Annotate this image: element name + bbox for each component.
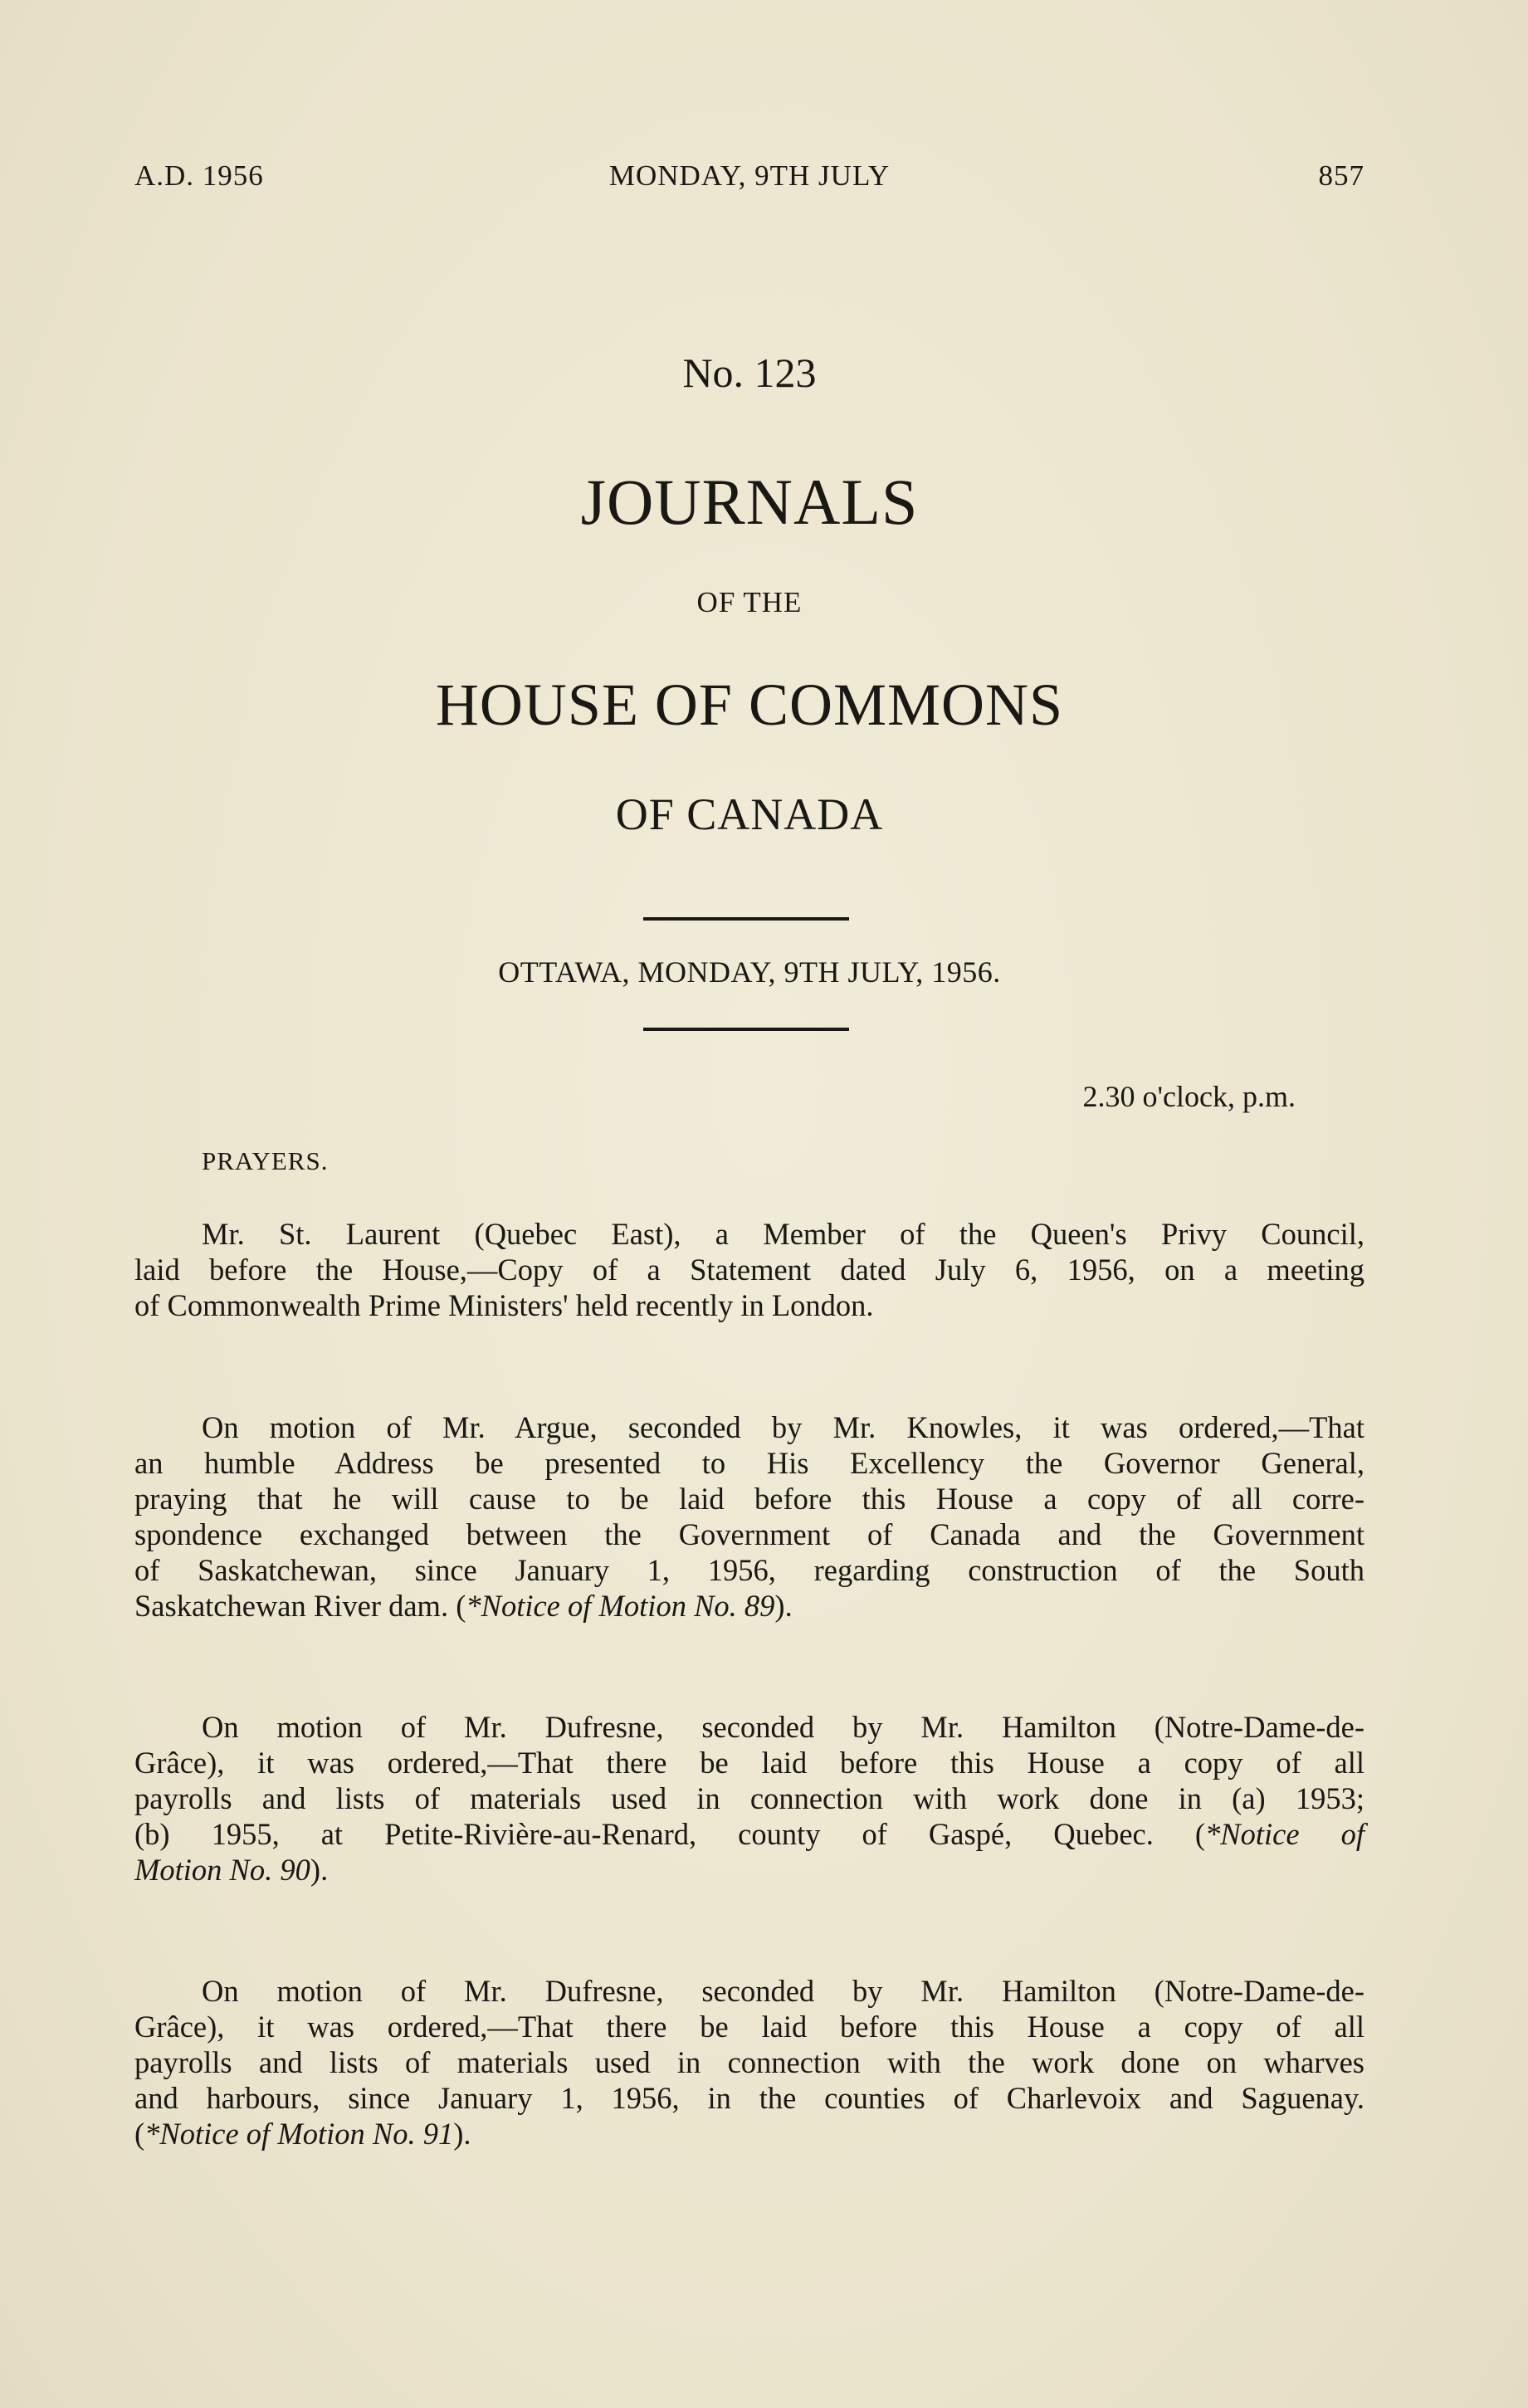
paragraph-line: an humble Address be presented to His Excellency the Governor General, <box>134 1446 1364 1480</box>
paragraph-line: and harbours, since January 1, 1956, in the counties of Charlevoix and Saguenay. <box>134 2081 1364 2115</box>
paragraph-line: Grâce), it was ordered,—That there be laid before this House a copy of all <box>134 1746 1364 1780</box>
paragraph-text: ). <box>774 1589 793 1623</box>
running-head-year: A.D. 1956 <box>134 159 264 192</box>
divider-rule-top <box>643 917 849 921</box>
prayers-heading: PRAYERS. <box>202 1146 329 1175</box>
paragraph-motion-90 <box>134 1709 1364 1888</box>
paragraph-motion-89 <box>134 1409 1364 1624</box>
paragraph-motion-91 <box>134 1973 1364 2152</box>
paragraph-line: payrolls and lists of materials used in connection with the work done on wharves <box>134 2045 1364 2079</box>
paragraph-text: ). <box>310 1853 329 1887</box>
journal-number: No. 123 <box>682 349 817 396</box>
paragraph-line: Grâce), it was ordered,—That there be laid before this House a copy of all <box>134 2010 1364 2044</box>
notice-of-motion-ref: *Notice of Motion No. 89 <box>466 1589 775 1623</box>
house-of-commons-title: HOUSE OF COMMONS <box>435 672 1064 738</box>
paragraph-line: of Commonwealth Prime Ministers' held recently in London. <box>134 1288 874 1322</box>
page-number: 857 <box>1318 159 1364 192</box>
paragraph-text: Saskatchewan River dam. ( <box>134 1589 466 1623</box>
notice-of-motion-ref: *Notice of Motion No. 91 <box>144 2117 454 2151</box>
paragraph-privy-council-statement <box>134 1216 1364 1323</box>
notice-of-motion-ref: Motion No. 90 <box>134 1853 310 1887</box>
paragraph-line: praying that he will cause to be laid before this House a copy of all corre- <box>134 1482 1364 1516</box>
paragraph-line <box>134 2116 1364 2152</box>
of-canada-subtitle: OF CANADA <box>615 789 884 839</box>
paragraph-line: payrolls and lists of materials used in connection with work done in (a) 1953; <box>134 1781 1364 1815</box>
running-head-date: MONDAY, 9TH JULY <box>608 159 891 192</box>
paragraph-text: ( <box>134 2117 145 2151</box>
journals-title: JOURNALS <box>580 466 919 538</box>
running-head <box>134 159 1364 201</box>
paragraph-line: spondence exchanged between the Government of Canada and the Government <box>134 1517 1364 1551</box>
paragraph-line: On motion of Mr. Dufresne, seconded by Mr. Hamilton (Notre-Dame-de- <box>202 1974 1364 2008</box>
sitting-date-line: OTTAWA, MONDAY, 9TH JULY, 1956. <box>498 955 1001 989</box>
sitting-time: 2.30 o'clock, p.m. <box>1082 1080 1296 1113</box>
paragraph-line: On motion of Mr. Argue, seconded by Mr. Knowles, it was ordered,—That <box>202 1410 1364 1444</box>
divider-rule-bottom <box>643 1028 849 1031</box>
paragraph-line <box>134 1588 1364 1624</box>
notice-of-motion-ref: *Notice of <box>1205 1817 1364 1851</box>
paragraph-text: ). <box>453 2117 471 2151</box>
paragraph-line: of Saskatchewan, since January 1, 1956, regarding construction of the South <box>134 1553 1364 1587</box>
paragraph-line <box>134 1852 1364 1888</box>
paragraph-line: On motion of Mr. Dufresne, seconded by Mr. Hamilton (Notre-Dame-de- <box>202 1710 1364 1744</box>
paragraph-text: (b) 1955, at Petite-Rivière-au-Renard, county of Gaspé, Quebec. ( <box>134 1817 1206 1851</box>
paragraph-line: Mr. St. Laurent (Quebec East), a Member of the Queen's Privy Council, <box>202 1217 1364 1251</box>
paragraph-line <box>134 1816 1364 1852</box>
paragraph-line: laid before the House,—Copy of a Statement dated July 6, 1956, on a meeting <box>134 1253 1364 1287</box>
of-the-subtitle: OF THE <box>696 586 803 618</box>
